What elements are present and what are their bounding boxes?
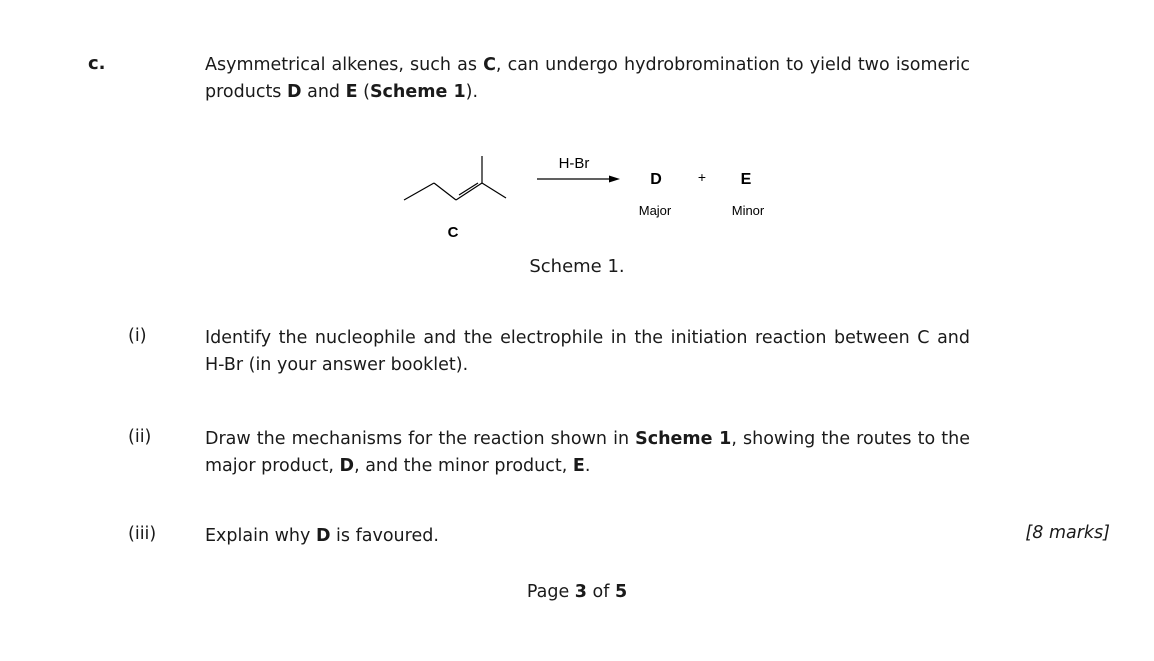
- compound-c-ref: C: [483, 55, 496, 75]
- major-label: Major: [638, 203, 672, 218]
- product-e-ref: E: [572, 456, 585, 476]
- part-ii-text: Draw the mechanisms for the reaction shown in Scheme 1, showing the routes to the major product, D, and the minor product, E.: [205, 429, 970, 476]
- scheme-ref: Scheme 1: [635, 429, 732, 449]
- marks-allocation: [8 marks]: [1025, 523, 1110, 543]
- part-ii-number: (ii): [128, 427, 152, 447]
- scheme-ref: Scheme 1: [369, 82, 466, 102]
- reactant-label: C: [447, 224, 459, 241]
- product-d-ref: D: [339, 456, 355, 476]
- reaction-scheme-svg: [390, 140, 790, 250]
- reagent-label: H-Br: [558, 155, 590, 172]
- page-number: Page 3 of 5: [526, 582, 628, 602]
- reaction-scheme: [390, 140, 790, 250]
- question-label: c.: [88, 53, 106, 74]
- product-e-ref: E: [345, 82, 358, 102]
- product-d-ref: D: [315, 526, 331, 546]
- product-e-label: E: [740, 171, 752, 188]
- part-iii-text: Explain why D is favoured.: [205, 526, 439, 546]
- alkene-c-structure: [404, 156, 506, 200]
- product-d-ref: D: [287, 82, 302, 102]
- minor-label: Minor: [731, 203, 765, 218]
- part-iii-number: (iii): [128, 524, 157, 544]
- part-i-text: Identify the nucleophile and the electrophile in the initiation reaction between C and H-Br (in your answer booklet).: [205, 328, 970, 375]
- arrow-head: [609, 176, 620, 183]
- product-d-label: D: [650, 171, 662, 188]
- question-intro: Asymmetrical alkenes, such as C, can undergo hydrobromination to yield two isomeric products D and E (Scheme 1).: [205, 55, 970, 102]
- part-i-number: (i): [128, 326, 147, 346]
- scheme-caption: Scheme 1.: [529, 256, 625, 277]
- plus-sign: +: [697, 169, 707, 185]
